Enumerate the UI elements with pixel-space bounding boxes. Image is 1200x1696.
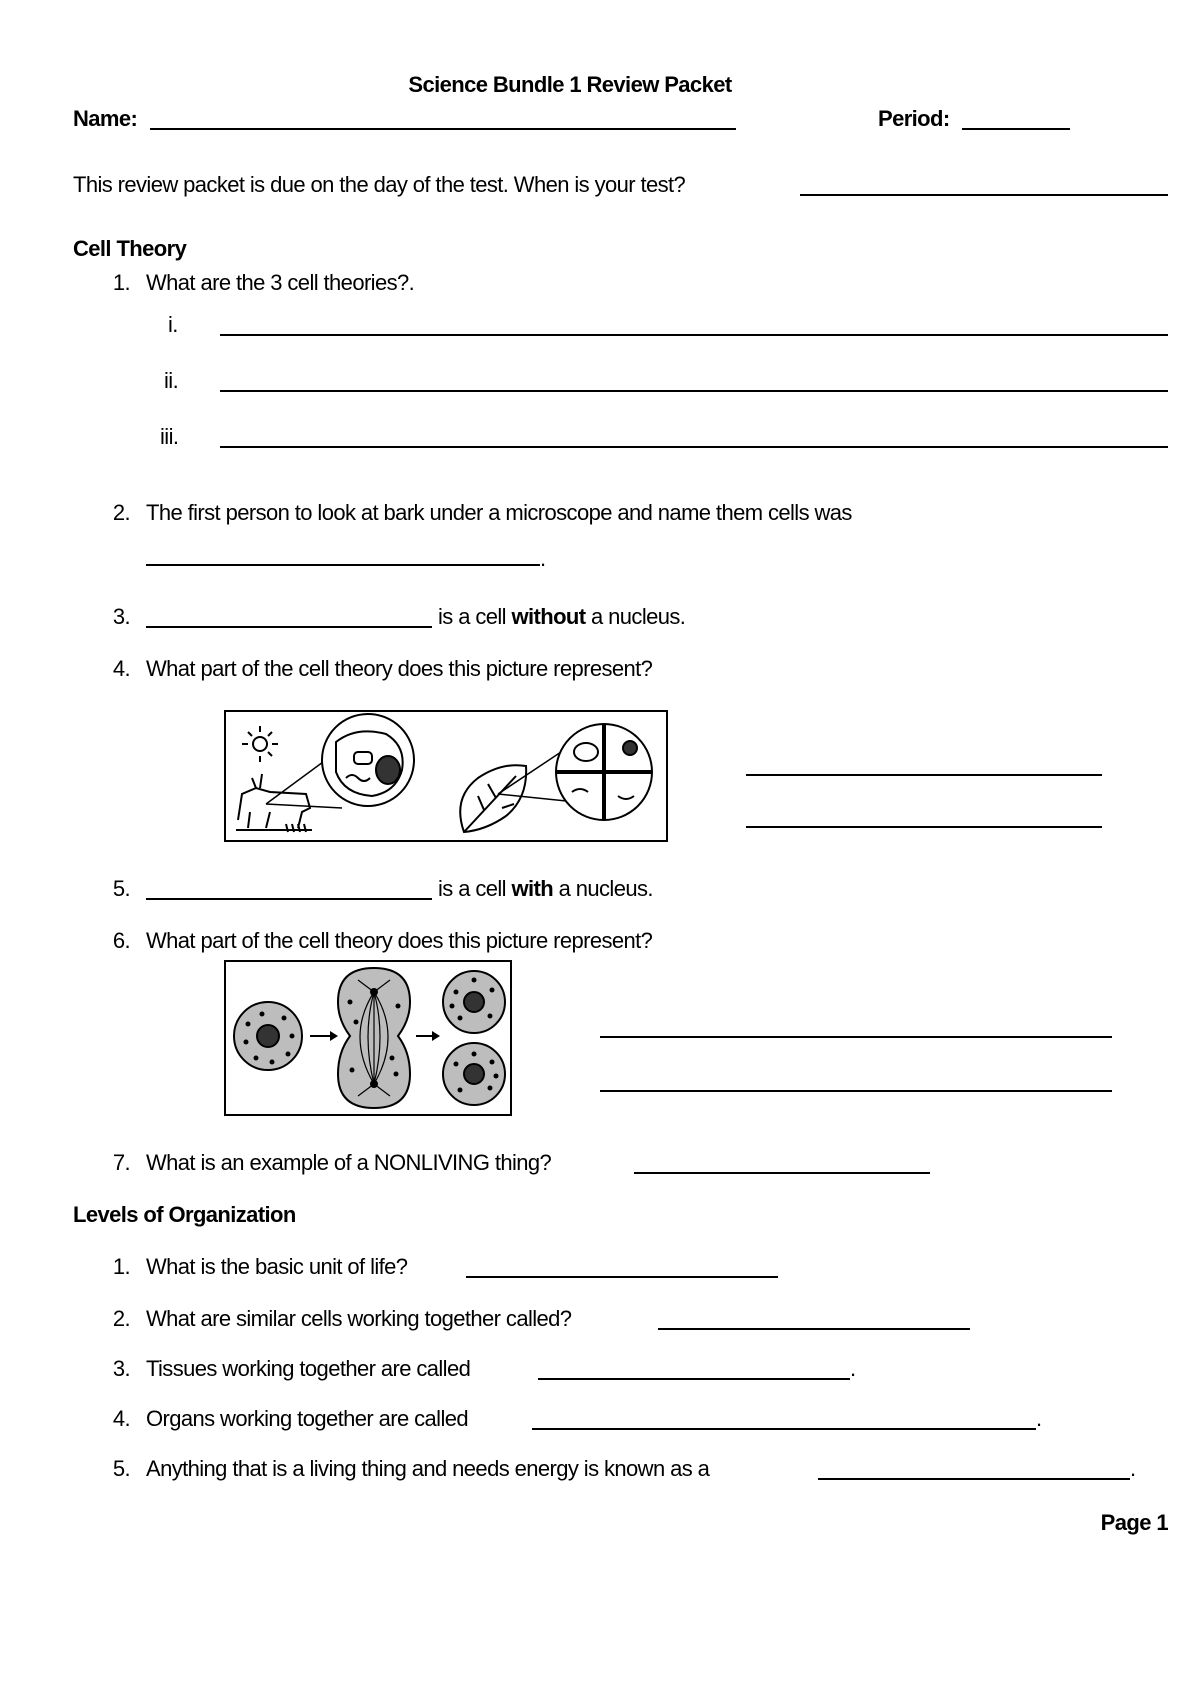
ct-q1-number: 1. xyxy=(112,270,130,295)
name-field[interactable] xyxy=(150,128,736,130)
ct-q4-text: What part of the cell theory does this picture represent? xyxy=(146,656,653,681)
lo-q2-number: 2. xyxy=(112,1306,130,1331)
ct-q6-answer-2[interactable] xyxy=(600,1090,1112,1092)
test-date-field[interactable] xyxy=(800,194,1168,196)
cell-division-figure xyxy=(224,960,512,1116)
ct-q4-answer-1[interactable] xyxy=(746,774,1102,776)
ct-q2-period: . xyxy=(540,546,546,571)
organisms-cells-figure xyxy=(224,710,668,842)
ct-q1-sub-ii: ii. xyxy=(164,368,179,393)
ct-q3-text-b: a nucleus. xyxy=(585,604,686,629)
ct-q3-bold: without xyxy=(511,604,586,629)
ct-q1-sub-iii: iii. xyxy=(160,424,179,449)
arrow-icon xyxy=(310,1031,338,1041)
lo-q3-number: 3. xyxy=(112,1356,130,1381)
ct-q4-number: 4. xyxy=(112,656,130,681)
cell-theory-heading: Cell Theory xyxy=(73,236,187,261)
period-field[interactable] xyxy=(962,128,1070,130)
lo-q5-number: 5. xyxy=(112,1456,130,1481)
ct-q5-bold: with xyxy=(511,876,554,901)
ct-q2-text: The first person to look at bark under a microscope and name them cells was xyxy=(146,500,852,525)
ct-q1-answer-iii[interactable] xyxy=(220,446,1168,448)
plant-cells-icon xyxy=(556,724,652,820)
lo-q4-text: Organs working together are called xyxy=(146,1406,469,1431)
ct-q1-answer-i[interactable] xyxy=(220,334,1168,336)
lo-q1-number: 1. xyxy=(112,1254,130,1279)
lo-q5-period: . xyxy=(1130,1456,1136,1481)
intro-text: This review packet is due on the day of the test. When is your test? xyxy=(73,172,686,197)
lo-q5-answer[interactable] xyxy=(818,1478,1130,1480)
arrow-icon xyxy=(416,1031,440,1041)
lo-q1-text: What is the basic unit of life? xyxy=(146,1254,408,1279)
ct-q4-answer-2[interactable] xyxy=(746,826,1102,828)
ct-q5-number: 5. xyxy=(112,876,130,901)
levels-heading: Levels of Organization xyxy=(73,1202,296,1227)
ct-q3-number: 3. xyxy=(112,604,130,629)
ct-q3-text xyxy=(438,604,685,630)
lo-q1-answer[interactable] xyxy=(466,1276,778,1278)
daughter-cell-top-icon xyxy=(443,971,505,1033)
ct-q1-answer-ii[interactable] xyxy=(220,390,1168,392)
ct-q5-answer[interactable] xyxy=(146,898,432,900)
lo-q4-answer[interactable] xyxy=(532,1428,1036,1430)
ct-q3-text-a: is a cell xyxy=(438,604,512,629)
page-title: Science Bundle 1 Review Packet xyxy=(408,72,732,97)
ct-q6-text: What part of the cell theory does this picture represent? xyxy=(146,928,653,953)
ct-q7-number: 7. xyxy=(112,1150,130,1175)
daughter-cell-bottom-icon xyxy=(443,1043,505,1105)
ct-q1-text: What are the 3 cell theories?. xyxy=(146,270,415,295)
leaf-icon xyxy=(460,765,526,832)
period-label: Period: xyxy=(878,106,950,131)
ct-q5-text-a: is a cell xyxy=(438,876,512,901)
lo-q2-answer[interactable] xyxy=(658,1328,970,1330)
ct-q2-number: 2. xyxy=(112,500,130,525)
animal-cell-icon xyxy=(322,714,414,806)
ct-q6-number: 6. xyxy=(112,928,130,953)
goat-icon xyxy=(236,774,312,832)
ct-q7-text: What is an example of a NONLIVING thing? xyxy=(146,1150,552,1175)
lo-q3-answer[interactable] xyxy=(538,1378,850,1380)
parent-cell-icon xyxy=(234,1002,302,1070)
lo-q4-period: . xyxy=(1036,1406,1042,1431)
dividing-cell-icon xyxy=(338,968,410,1108)
ct-q1-sub-i: i. xyxy=(168,312,178,337)
ct-q5-text xyxy=(438,876,653,902)
lo-q2-text: What are similar cells working together called? xyxy=(146,1306,572,1331)
name-label: Name: xyxy=(73,106,138,131)
lo-q3-period: . xyxy=(850,1356,856,1381)
page-number: Page 1 xyxy=(1100,1510,1168,1535)
lo-q4-number: 4. xyxy=(112,1406,130,1431)
ct-q5-text-b: a nucleus. xyxy=(553,876,653,901)
cell-division-illustration xyxy=(226,962,510,1114)
sun-icon xyxy=(242,726,278,762)
ct-q3-answer[interactable] xyxy=(146,626,432,628)
ct-q6-answer-1[interactable] xyxy=(600,1036,1112,1038)
lo-q5-text: Anything that is a living thing and needs energy is known as a xyxy=(146,1456,710,1481)
ct-q7-answer[interactable] xyxy=(634,1172,930,1174)
organisms-cells-illustration xyxy=(226,712,666,840)
lo-q3-text: Tissues working together are called xyxy=(146,1356,471,1381)
ct-q2-answer[interactable] xyxy=(146,564,540,566)
